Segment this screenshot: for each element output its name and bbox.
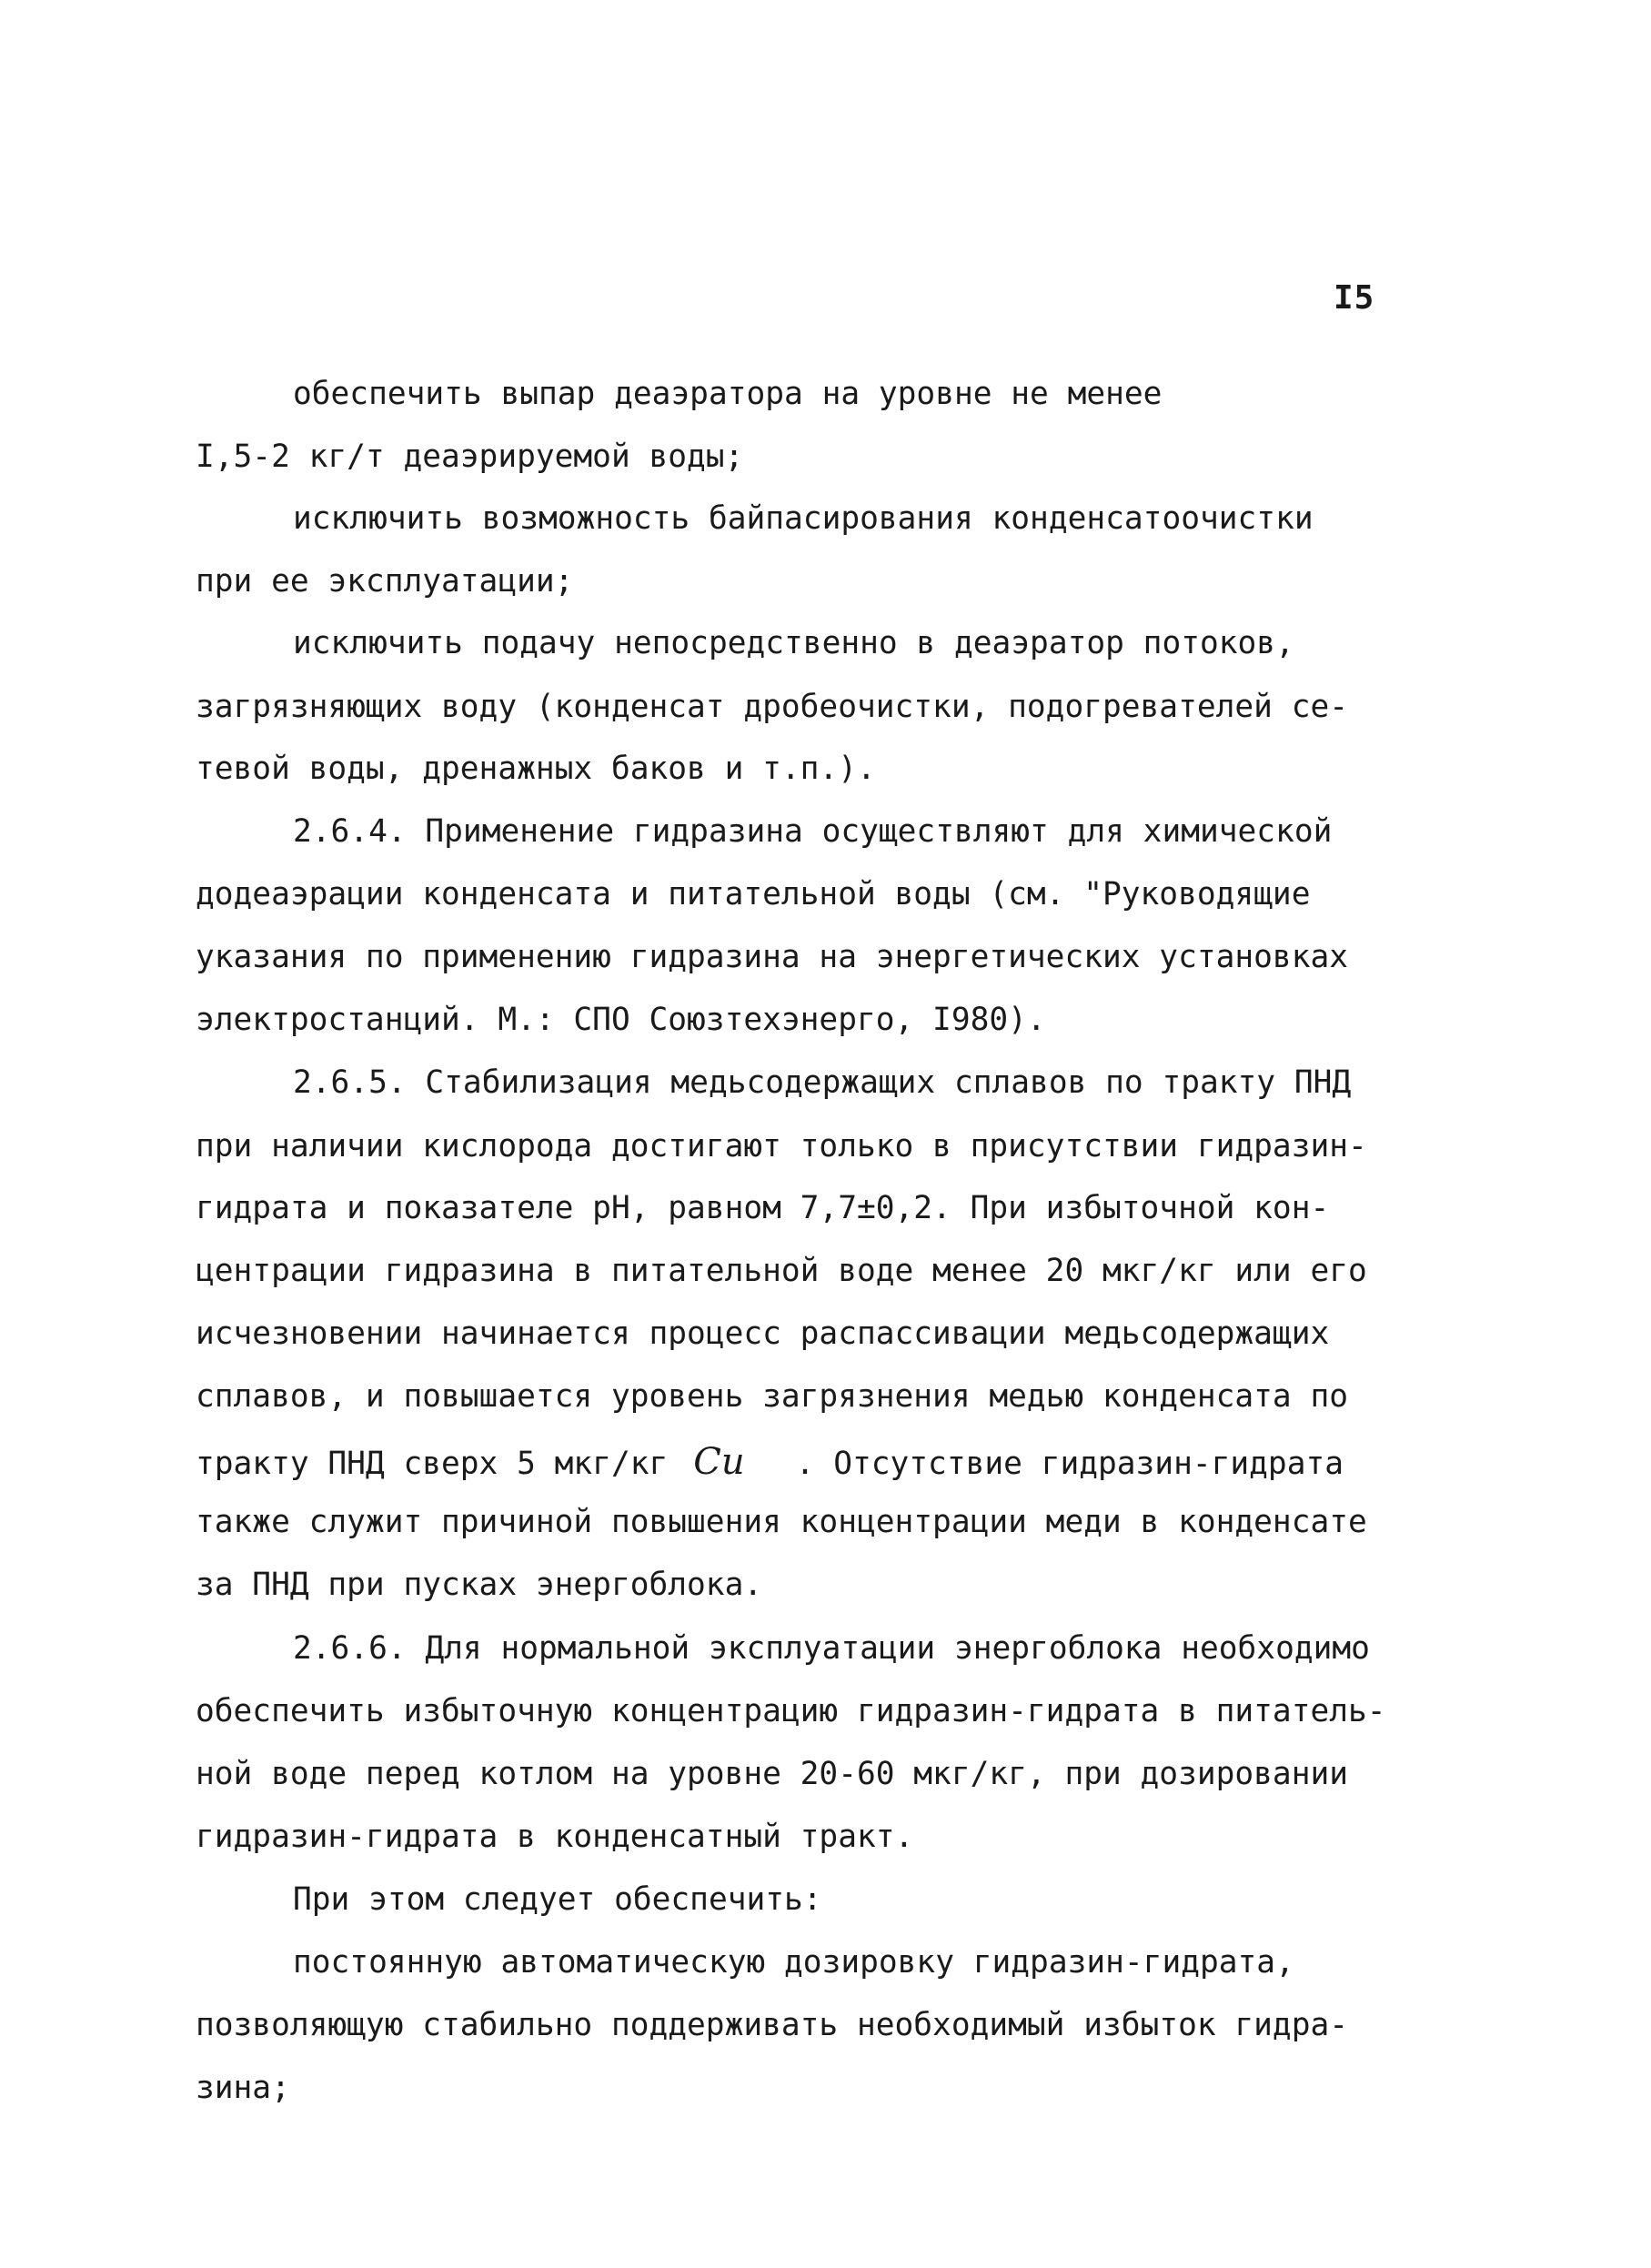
text-line: обеспечить избыточную концентрацию гидразин-гидрата в питатель- xyxy=(196,1693,1386,1729)
text-segment: . Отсутствие гидразин-гидрата xyxy=(795,1446,1344,1482)
text-line: позволяющую стабильно поддерживать необходимый избыток гидра- xyxy=(196,2007,1349,2043)
text-line: тевой воды, дренажных баков и т.п.). xyxy=(196,751,876,787)
text-line: I,5-2 кг/т деаэрируемой воды; xyxy=(196,438,744,475)
text-line: постоянную автоматическую дозировку гидразин-гидрата, xyxy=(293,1944,1294,1981)
text-line: При этом следует обеспечить: xyxy=(293,1881,822,1918)
text-line: додеаэрации конденсата и питательной воды (см. "Руководящие xyxy=(196,876,1311,912)
text-line: также служит причиной повышения концентрации меди в конденсате xyxy=(196,1504,1367,1540)
text-segment: тракту ПНД сверх 5 мкг/кг xyxy=(196,1446,669,1482)
text-line: загрязняющих воду (конденсат дробеочистки, подогревателей се- xyxy=(196,689,1349,725)
text-line: сплавов, и повышается уровень загрязнения медью конденсата по xyxy=(196,1378,1349,1415)
text-line: исключить подачу непосредственно в деаэратор потоков, xyxy=(293,625,1294,661)
paragraph-2-6-4-start: 2.6.4. Применение гидразина осуществляют для химической xyxy=(293,813,1333,850)
text-line: при ее эксплуатации; xyxy=(196,563,574,600)
text-line: электростанций. М.: СПО Союзтехэнерго, I980). xyxy=(196,1002,1046,1038)
paragraph-2-6-6-start: 2.6.6. Для нормальной эксплуатации энергоблока необходимо xyxy=(293,1630,1370,1667)
text-line: ной воде перед котлом на уровне 20-60 мкг/кг, при дозировании xyxy=(196,1756,1349,1792)
handwritten-cu-symbol: Cu xyxy=(693,1441,745,1483)
text-line-with-handwriting xyxy=(196,1441,1344,1483)
text-line: за ПНД при пусках энергоблока. xyxy=(196,1567,763,1603)
text-line: гидрата и показателе рН, равном 7,7±0,2. При избыточной кон- xyxy=(196,1190,1330,1226)
text-line: гидразин-гидрата в конденсатный тракт. xyxy=(196,1819,914,1855)
text-line: при наличии кислорода достигают только в присутствии гидразин- xyxy=(196,1128,1367,1164)
page-number: I5 xyxy=(1334,279,1375,317)
text-line: исчезновении начинается процесс распассивации медьсодержащих xyxy=(196,1315,1330,1352)
text-line: обеспечить выпар деаэратора на уровне не менее xyxy=(293,376,1163,412)
text-line: указания по применению гидразина на энергетических установках xyxy=(196,939,1349,975)
text-line: центрации гидразина в питательной воде менее 20 мкг/кг или его xyxy=(196,1253,1367,1289)
paragraph-2-6-5-start: 2.6.5. Стабилизация медьсодержащих сплавов по тракту ПНД xyxy=(293,1064,1352,1101)
text-line: исключить возможность байпасирования конденсатоочистки xyxy=(293,500,1314,537)
text-line: зина; xyxy=(196,2070,290,2106)
